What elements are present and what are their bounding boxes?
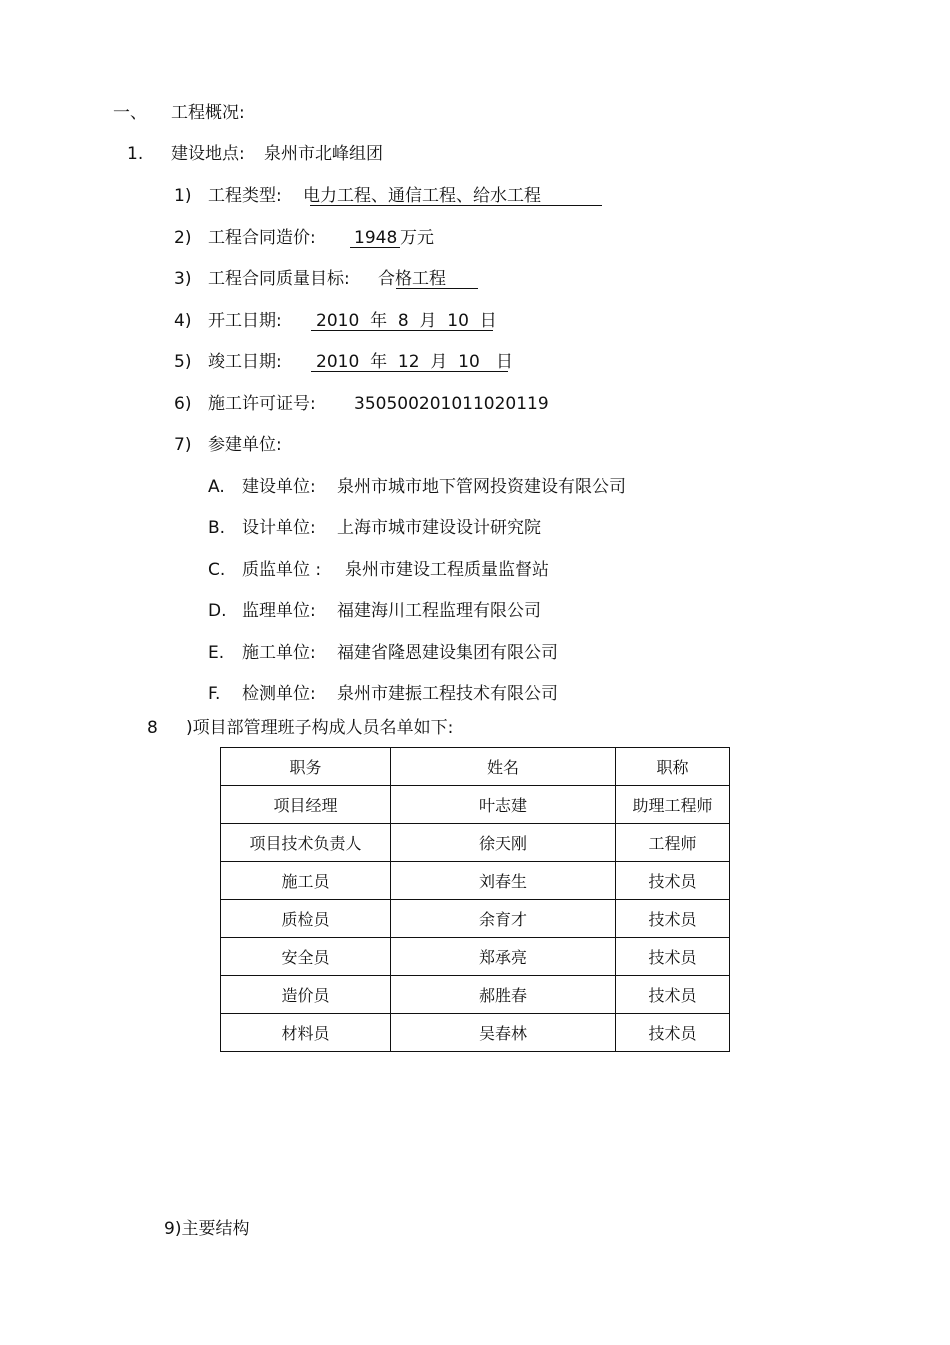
title-cell: 技术员 [616,938,730,976]
header-name: 姓名 [391,748,616,786]
name-cell: 郝胜春 [391,976,616,1014]
table-row [221,1014,730,1052]
header-title: 职称 [616,748,730,786]
title-cell: 技术员 [616,976,730,1014]
permit-number-value: 350500201011020119 [354,394,549,414]
table-row [221,824,730,862]
unit-value: 泉州市城市地下管网投资建设有限公司 [337,477,626,497]
item-8-number: 8 [147,718,158,738]
position-cell: 造价员 [221,976,391,1014]
title-cell: 工程师 [616,824,730,862]
table-row [221,938,730,976]
unit-label: 检测单位: [242,684,316,704]
completion-date-label: 竣工日期: [208,352,282,372]
name-cell: 吴春林 [391,1014,616,1052]
permit-number-label: 施工许可证号: [208,394,316,414]
sub-item-number: 3) [174,269,192,289]
position-cell: 施工员 [221,862,391,900]
unit-label: 监理单位: [242,601,316,621]
quality-target-underline [396,288,478,289]
section-title: 工程概况: [171,103,245,123]
item-number: 1. [127,144,144,164]
title-cell: 技术员 [616,862,730,900]
start-date-label: 开工日期: [208,311,282,331]
participating-units-label: 参建单位: [208,435,282,455]
project-type-value: 电力工程、通信工程、给水工程 [303,186,541,206]
table-row [221,786,730,824]
completion-date-underline [311,371,508,372]
position-cell: 项目技术负责人 [221,824,391,862]
table-row [221,976,730,1014]
item-8-text: )项目部管理班子构成人员名单如下: [186,718,454,738]
item-9-text: 9)主要结构 [164,1219,250,1239]
start-date-value: 2010 年 8 月 10 日 [316,311,497,331]
name-cell: 郑承亮 [391,938,616,976]
completion-date-value: 2010 年 12 月 10 日 [316,352,513,372]
name-cell: 余育才 [391,900,616,938]
unit-label: 质监单位 : [242,560,322,580]
sub-item-number: 5) [174,352,192,372]
table-row [221,862,730,900]
unit-label: 施工单位: [242,643,316,663]
position-cell: 质检员 [221,900,391,938]
table-row [221,900,730,938]
quality-target-value: 合格工程 [378,269,446,289]
table-header-row [221,748,730,786]
sub-item-number: 4) [174,311,192,331]
unit-value: 泉州市建振工程技术有限公司 [337,684,558,704]
name-cell: 刘春生 [391,862,616,900]
unit-letter: D. [208,601,227,621]
construction-site-label: 建设地点: [171,144,245,164]
position-cell: 项目经理 [221,786,391,824]
name-cell: 叶志建 [391,786,616,824]
unit-value: 福建海川工程监理有限公司 [337,601,541,621]
title-cell: 技术员 [616,900,730,938]
section-number: 一、 [113,103,147,123]
unit-label: 设计单位: [242,518,316,538]
contract-price-value: 1948 [354,228,398,248]
contract-price-label: 工程合同造价: [208,228,316,248]
sub-item-number: 2) [174,228,192,248]
title-cell: 助理工程师 [616,786,730,824]
name-cell: 徐天刚 [391,824,616,862]
unit-value: 上海市城市建设设计研究院 [337,518,541,538]
unit-value: 福建省隆恩建设集团有限公司 [337,643,558,663]
header-position: 职务 [221,748,391,786]
contract-price-unit: 万元 [400,228,434,248]
unit-label: 建设单位: [242,477,316,497]
unit-letter: E. [208,643,225,663]
unit-letter: F. [208,684,221,704]
unit-value: 泉州市建设工程质量监督站 [345,560,549,580]
start-date-underline [311,330,493,331]
title-cell: 技术员 [616,1014,730,1052]
unit-letter: B. [208,518,226,538]
unit-letter: A. [208,477,225,497]
sub-item-number: 7) [174,435,192,455]
project-type-label: 工程类型: [208,186,282,206]
construction-site-value: 泉州市北峰组团 [264,144,383,164]
unit-letter: C. [208,560,226,580]
sub-item-number: 1) [174,186,192,206]
quality-target-label: 工程合同质量目标: [208,269,350,289]
staff-table [220,747,730,1052]
project-type-underline [310,205,602,206]
contract-price-underline [350,247,400,248]
position-cell: 材料员 [221,1014,391,1052]
position-cell: 安全员 [221,938,391,976]
sub-item-number: 6) [174,394,192,414]
